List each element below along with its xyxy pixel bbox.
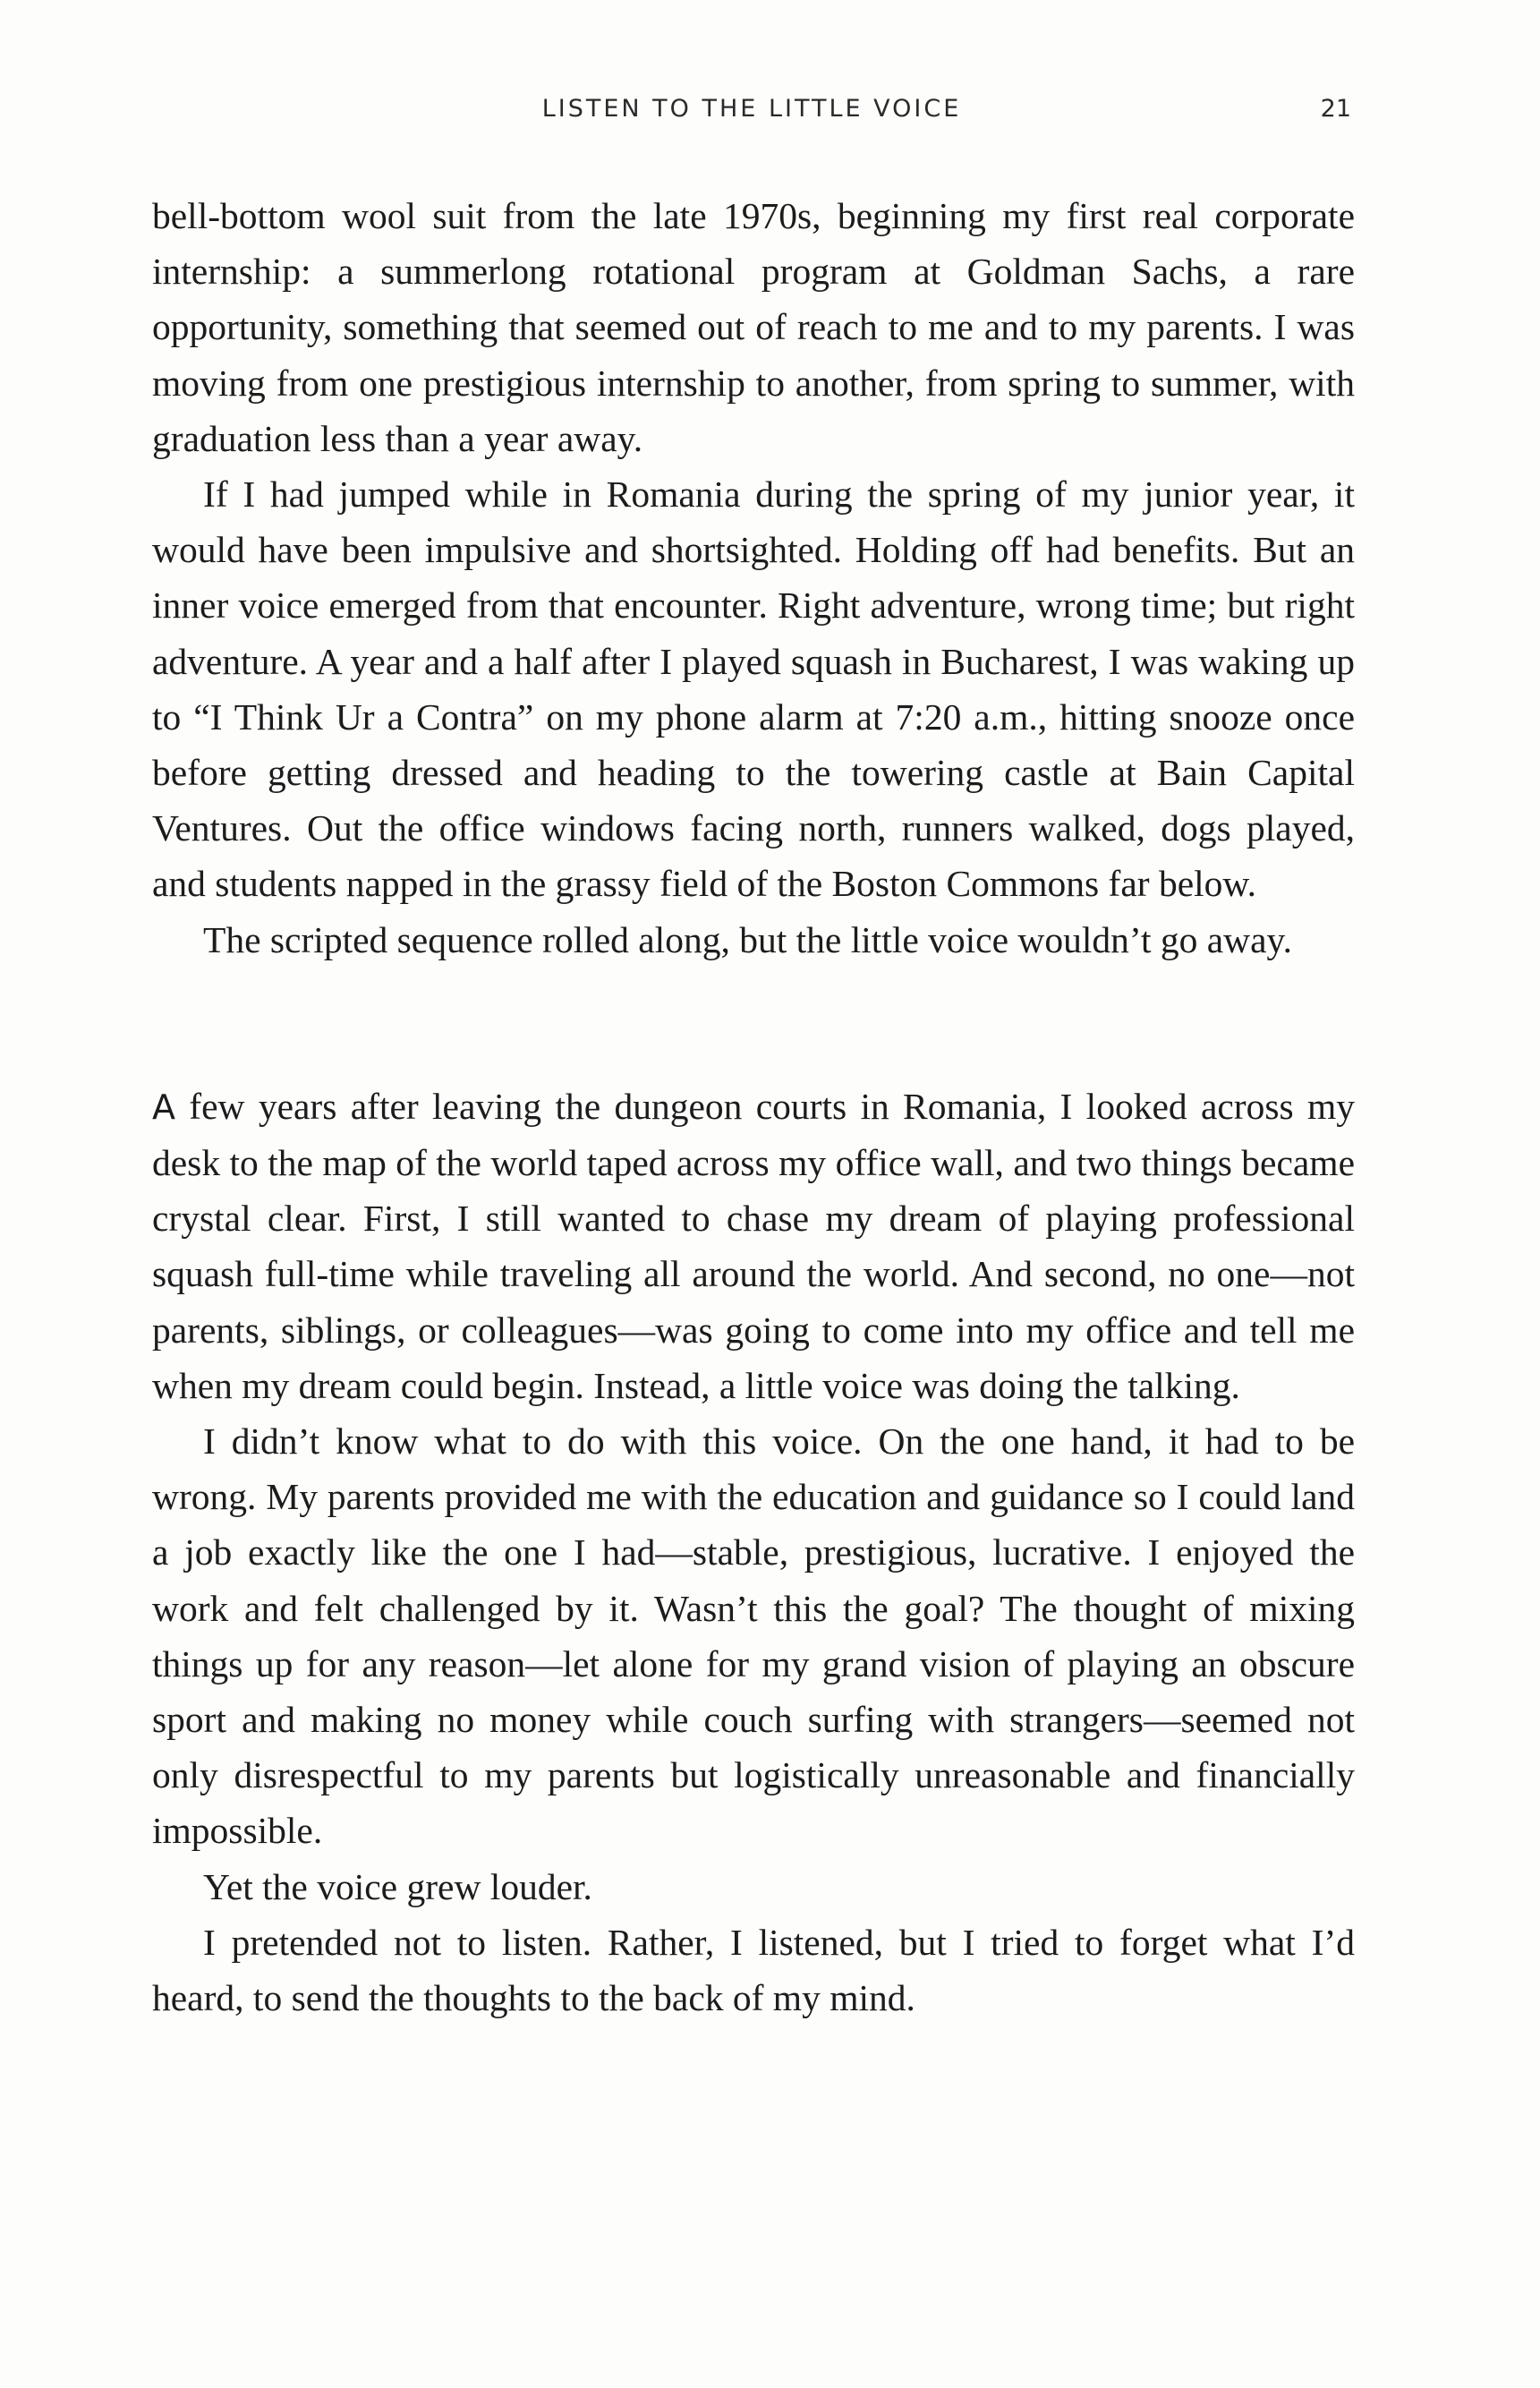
- paragraph: If I had jumped while in Romania during the spring of my junior year, it would have been impulsive and shortsighted. Holding off had benefits. But an inner voice emerged from that encounter. Right adventure, wrong time; but right adventure. A year and a half after I played squash in Bucharest, I was waking up to “I Think Ur a Contra” on my phone alarm at 7:20 a.m., hitting snooze once before getting dressed and heading to the towering castle at Bain Capital Ventures. Out the office windows facing north, runners walked, dogs played, and students napped in the grassy field of the Boston Commons far below.: [152, 473, 1355, 905]
- opening-letter: A: [152, 1087, 175, 1127]
- paragraph: The scripted sequence rolled along, but the little voice wouldn’t go away.: [203, 918, 1292, 960]
- running-head: [152, 95, 1351, 131]
- paragraph-text: few years after leaving the dungeon courts in Romania, I looked across my desk to the map of the world taped across my office wall, and two things became crystal clear. First, I still wanted to chase my dream of playing professional squash full-time while traveling all around the world. And second, no one—not parents, siblings, or colleagues—was going to come into my office and tell me when my dream could begin. Instead, a little voice was doing the talking.: [152, 1085, 1355, 1406]
- paragraph: bell-bottom wool suit from the late 1970s, beginning my first real corporate internship: a summerlong rotational program at Goldman Sachs, a rare opportunity, something that seemed out of reach to me and to my parents. I was moving from one prestigious internship to another, from spring to summer, with graduation less than a year away.: [152, 195, 1355, 459]
- paragraph: I didn’t know what to do with this voice. On the one hand, it had to be wrong. My parents provided me with the education and guidance so I could land a job exactly like the one I had—stable, prestigious, lucrative. I enjoyed the work and felt challenged by it. Wasn’t this the goal? The thought of mixing things up for any reason—let alone for my grand vision of playing an obscure sport and making no money while couch surfing with strangers—seemed not only disrespectful to my parents but logistically unreasonable and financially impossible.: [152, 1420, 1355, 1852]
- paragraph: Yet the voice grew louder.: [203, 1865, 592, 1907]
- paragraph: I pretended not to listen. Rather, I listened, but I tried to forget what I’d heard, to send the thoughts to the back of my mind.: [152, 1921, 1355, 2019]
- section-opening-paragraph: [152, 1079, 1355, 1413]
- section-break: [152, 968, 1355, 1079]
- page-number: 21: [1320, 95, 1351, 123]
- running-title: LISTEN TO THE LITTLE VOICE: [541, 95, 962, 123]
- body-text: [152, 188, 1355, 2026]
